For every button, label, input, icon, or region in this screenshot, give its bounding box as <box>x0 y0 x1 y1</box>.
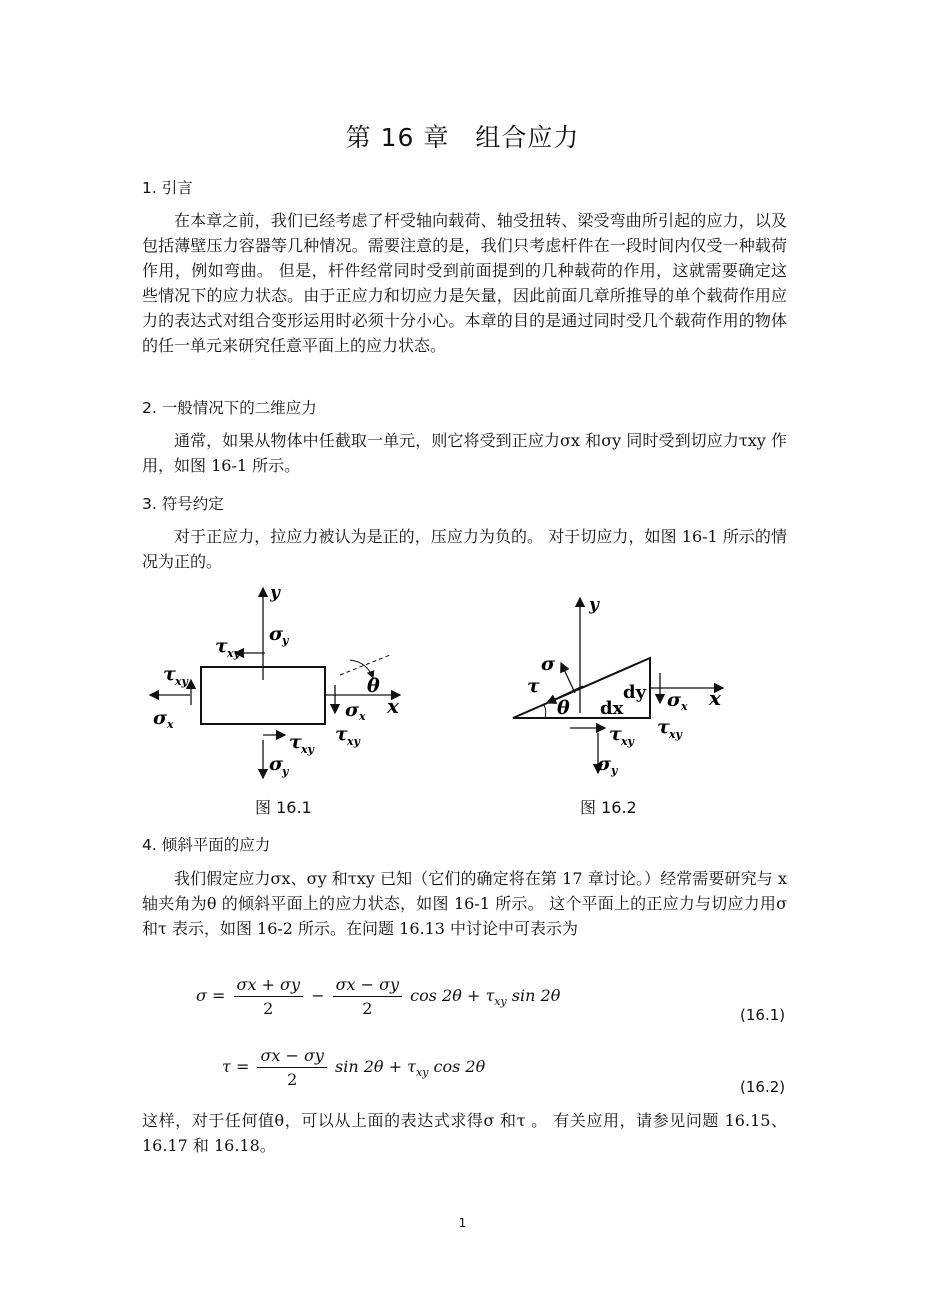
fig1-label-tau-xy-bottom: τ <box>289 731 302 753</box>
svg-text:x: x <box>167 718 174 731</box>
fig1-label-tau-xy-left: τ <box>163 663 176 685</box>
svg-text:xy: xy <box>301 743 314 756</box>
svg-text:xy: xy <box>621 735 634 748</box>
fig2-label-dx: dx <box>600 698 624 719</box>
figure-16-2-caption: 图 16.2 <box>580 798 637 817</box>
fig2-label-y: y <box>589 595 599 615</box>
figure-16-1-element-diagram <box>145 580 415 785</box>
svg-text:xy: xy <box>175 675 188 688</box>
fig1-label-y: y <box>270 583 280 603</box>
section-heading-inclined-plane: 4. 倾斜平面的应力 <box>142 836 271 854</box>
section-heading-2d-stress: 2. 一般情况下的二维应力 <box>142 399 317 417</box>
chapter-title: 第 16 章 组合应力 <box>345 123 580 152</box>
svg-text:x: x <box>359 710 366 723</box>
equation-16-1: σ = $\frac{\sigma x + \sigma y}{2}$ − $\frac{\sigma x - \sigma y}{2}$ $\cos 2\theta + \tau_{xy}$ sin 2θ <box>196 975 561 1018</box>
svg-text:xy: xy <box>347 735 360 748</box>
fig1-label-sigma-y: σ <box>269 623 284 645</box>
paragraph-2d-stress: 通常，如果从物体中任截取一单元，则它将受到正应力σx 和σy 同时受到切应力τxy 作用，如图 16-1 所示。 <box>142 431 787 475</box>
fig1-label-sigma-x-right: σ <box>345 699 360 721</box>
svg-text:y: y <box>282 634 289 647</box>
fig2-label-sigma-x: σ <box>667 689 682 711</box>
fig2-label-tau-xy-right: τ <box>657 716 670 738</box>
paragraph-closing: 这样，对于任何值θ，可以从上面的表达式求得σ 和τ 。 有关应用，请参见问题 16.15、16.17 和 16.18。 <box>142 1111 787 1155</box>
figure-16-2-wedge-diagram <box>505 588 735 783</box>
equation-16-2: τ = $\frac{\sigma x - \sigma y}{2}$ $\sin 2\theta + \tau_{xy}$ cos 2θ <box>222 1046 486 1089</box>
section-heading-sign-convention: 3. 符号约定 <box>142 495 224 513</box>
fig2-label-tau-xy-bottom: τ <box>609 723 622 745</box>
svg-text:xy: xy <box>669 728 682 741</box>
equation-16-2-number: (16.2) <box>740 1078 786 1096</box>
paragraph-intro: 在本章之前，我们已经考虑了杆受轴向载荷、轴受扭转、梁受弯曲所引起的应力，以及包括薄壁压力容器等几种情况。需要注意的是，我们只考虑杆件在一段时间内仅受一种载荷作用，例如弯曲。 但是，杆件经常同时受到前面提到的几种载荷的作用，这就需要确定这些情况下的应力状态。由于正应力和切应力是矢量，因此前面几章所推导的单个载荷作用应力的表达式对组合变形运用时必须十分小心。本章的目的是通过同时受几个载荷作用的物体的任一单元来研究任意平面上的应力状态。 <box>142 211 787 355</box>
fig2-label-x: x <box>709 686 721 710</box>
page-number: 1 <box>458 1216 467 1230</box>
svg-text:y: y <box>282 765 289 778</box>
fig1-label-tau-xy-top: τ <box>215 635 228 657</box>
figure-16-1-caption: 图 16.1 <box>255 798 312 817</box>
fig1-label-sigma-x-left: σ <box>153 707 168 729</box>
fig2-label-theta: θ <box>557 697 570 719</box>
fig2-label-dy: dy <box>623 682 647 703</box>
fig2-label-sigma: σ <box>541 653 556 675</box>
fig1-label-x: x <box>387 694 399 718</box>
svg-text:x: x <box>681 700 688 713</box>
fig2-label-tau: τ <box>527 675 540 697</box>
paragraph-sign-convention: 对于正应力，拉应力被认为是正的，压应力为负的。 对于切应力，如图 16-1 所示的情况为正的。 <box>142 527 787 571</box>
svg-text:xy: xy <box>227 647 240 660</box>
paragraph-inclined-plane: 我们假定应力σx、σy 和τxy 已知（它们的确定将在第 17 章讨论。）经常需要研究与 x 轴夹角为θ 的倾斜平面上的应力状态，如图 16-1 所示。 这个平面上的正应力与切应力用σ 和τ 表示，如图 16-2 所示。在问题 16.13 中讨论中可表示为 <box>142 869 787 938</box>
fig1-label-sigma-y-bottom: σ <box>269 753 284 775</box>
equation-16-1-number: (16.1) <box>740 1006 786 1024</box>
svg-text:y: y <box>611 764 618 777</box>
fig2-label-sigma-y: σ <box>597 753 612 775</box>
fig1-label-theta: θ <box>367 675 380 697</box>
section-heading-intro: 1. 引言 <box>142 179 193 197</box>
fig1-label-tau-xy-right: τ <box>335 723 348 745</box>
